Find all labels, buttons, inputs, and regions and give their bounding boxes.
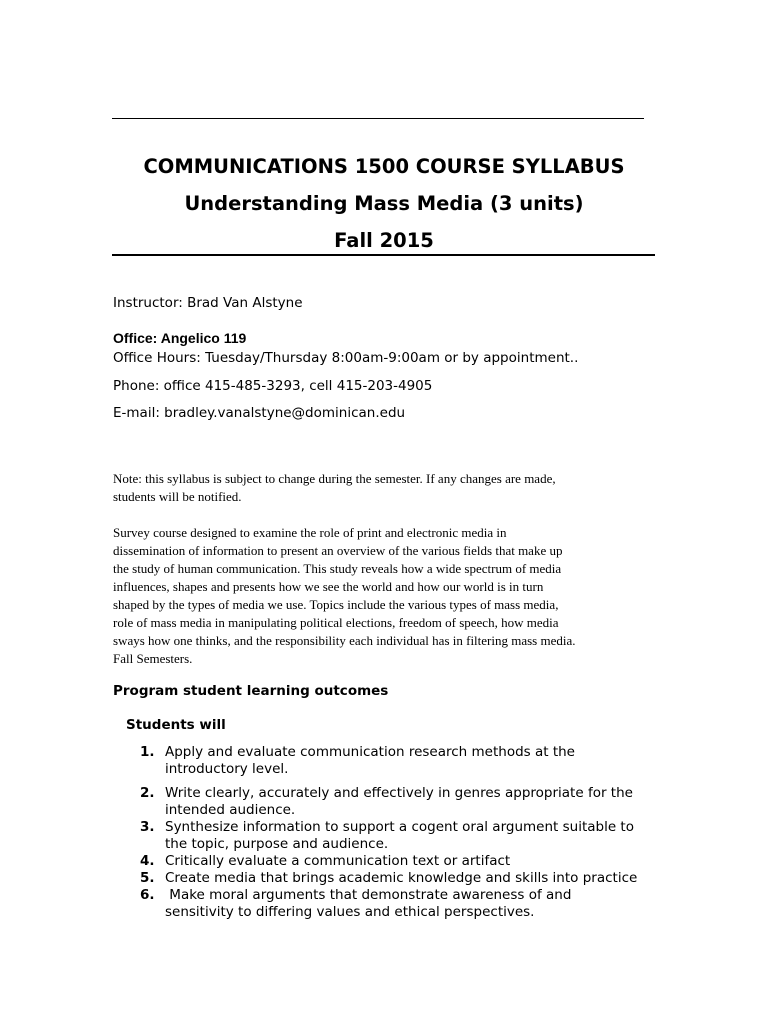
- note-line: Note: this syllabus is subject to change during the semester. If any changes are made,: [113, 471, 556, 486]
- item-text: Create media that brings academic knowledge and skills into practice: [165, 870, 638, 886]
- item-text: intended audience.: [165, 802, 296, 818]
- item-text: sensitivity to differing values and ethical perspectives.: [165, 904, 535, 920]
- description-line: Fall Semesters.: [113, 651, 193, 666]
- list-item: [140, 785, 660, 819]
- outcomes-list: [140, 744, 660, 921]
- course-term: Fall 2015: [334, 229, 434, 252]
- description-line: Survey course designed to examine the role of print and electronic media in: [113, 525, 507, 540]
- syllabus-note: [113, 470, 658, 506]
- office-line: Office: Angelico 119: [113, 330, 247, 346]
- outcomes-heading: Program student learning outcomes: [113, 683, 389, 699]
- description-line: influences, shapes and presents how we see the world and how our world is in turn: [113, 579, 544, 594]
- item-text: Synthesize information to support a cogent oral argument suitable to: [165, 819, 634, 835]
- item-text: Critically evaluate a communication text or artifact: [165, 853, 511, 869]
- phone-line: Phone: office 415-485-3293, cell 415-203-4905: [113, 378, 433, 394]
- list-item: [140, 819, 660, 853]
- item-text: Make moral arguments that demonstrate awareness of and: [165, 887, 572, 903]
- email-line: E-mail: bradley.vanalstyne@dominican.edu: [113, 405, 406, 421]
- item-text: the topic, purpose and audience.: [165, 836, 389, 852]
- course-title: COMMUNICATIONS 1500 COURSE SYLLABUS: [143, 155, 625, 178]
- description-line: dissemination of information to present an overview of the various fields that make up: [113, 543, 563, 558]
- list-item: [140, 870, 660, 887]
- top-rule: [112, 118, 644, 119]
- description-line: the study of human communication. This study reveals how a wide spectrum of media: [113, 561, 562, 576]
- list-item: [140, 744, 660, 778]
- list-item: [140, 853, 660, 870]
- item-number: 5.: [140, 870, 155, 886]
- description-line: sways how one thinks, and the responsibility each individual has in filtering mass media.: [113, 633, 576, 648]
- item-number: 3.: [140, 819, 155, 835]
- item-number: 1.: [140, 744, 155, 760]
- item-text: Apply and evaluate communication research methods at the: [165, 744, 575, 760]
- list-item: [140, 887, 660, 921]
- item-text: Write clearly, accurately and effectively in genres appropriate for the: [165, 785, 633, 801]
- note-line: students will be notified.: [113, 489, 242, 504]
- item-number: 2.: [140, 785, 155, 801]
- course-description: [113, 524, 658, 668]
- description-line: role of mass media in manipulating political elections, freedom of speech, how media: [113, 615, 559, 630]
- description-line: shaped by the types of media we use. Topics include the various types of mass media,: [113, 597, 559, 612]
- title-rule: [112, 254, 655, 256]
- office-hours-line: Office Hours: Tuesday/Thursday 8:00am-9:00am or by appointment..: [113, 350, 579, 366]
- instructor-line: Instructor: Brad Van Alstyne: [113, 295, 303, 311]
- course-subtitle: Understanding Mass Media (3 units): [184, 192, 584, 215]
- outcomes-subheading: Students will: [126, 717, 226, 733]
- item-number: 6.: [140, 887, 155, 903]
- item-number: 4.: [140, 853, 155, 869]
- item-text: introductory level.: [165, 761, 289, 777]
